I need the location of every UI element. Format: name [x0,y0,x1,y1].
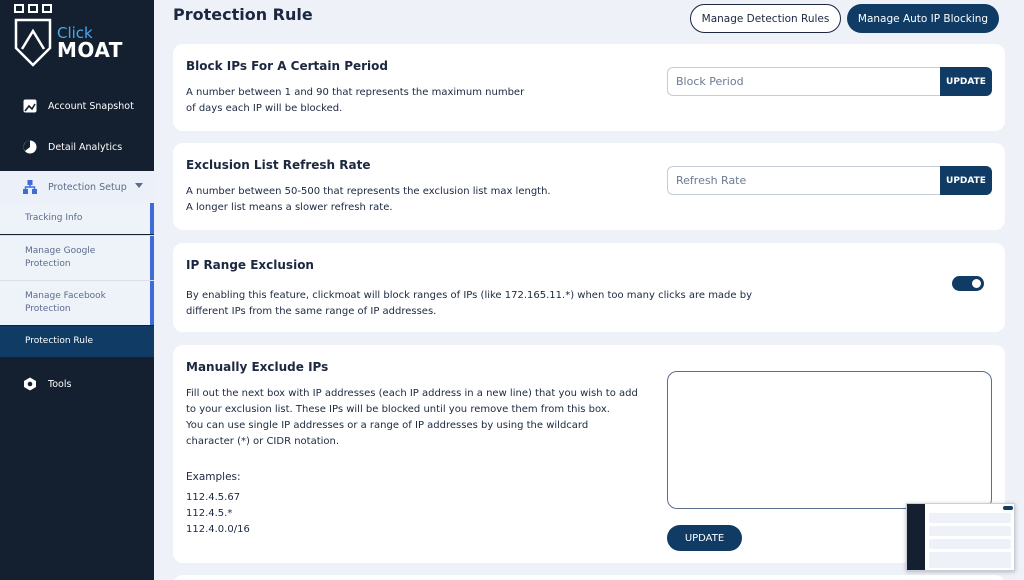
sidebar-item-account-snapshot[interactable] [0,97,154,115]
logo-click-text: Click [57,24,93,42]
block-period-input[interactable] [667,67,940,96]
logo-squares-icon [14,4,52,13]
sidebar-item-label: Protection Setup [48,181,127,193]
sidebar-item-label: Tools [48,378,72,390]
clickmoat-logo[interactable] [14,4,124,66]
sidebar-item-protection-setup[interactable] [0,171,154,203]
manual-exclude-card [173,345,1005,563]
manage-auto-ip-blocking-button[interactable]: Manage Auto IP Blocking [847,4,999,33]
thumbnail-card [929,513,1011,523]
chart-icon [23,99,37,113]
card-description-line: A number between 1 and 90 that represents the maximum number [186,87,525,98]
card-description-line: You can use single IP addresses or a range of IP addresses by using the wildcard [186,420,589,431]
card-description [186,184,551,216]
network-icon [23,180,37,194]
block-period-card [173,44,1005,131]
example-ip: 112.4.5.* [186,508,233,519]
sidebar-item-label: Account Snapshot [48,100,134,112]
shield-logo-icon [14,18,52,68]
refresh-rate-input-group [667,166,992,195]
card-description-line: A longer list means a slower refresh rate. [186,202,393,213]
toggle-knob [972,279,981,288]
refresh-rate-input[interactable] [667,166,940,195]
hexagon-icon [23,377,37,391]
card-description [186,288,752,320]
exclude-ips-update-button[interactable]: UPDATE [667,525,742,551]
screenshot-thumbnail[interactable] [906,503,1015,571]
examples-label: Examples: [186,471,241,483]
page-title: Protection Rule [173,5,313,24]
logo-moat-text: MOAT [57,38,123,62]
refresh-rate-update-button[interactable]: UPDATE [940,166,992,195]
sidebar [0,0,154,580]
card-title: Exclusion List Refresh Rate [186,158,371,172]
card-title: IP Range Exclusion [186,258,314,272]
sidebar-subitem-protection-rule[interactable] [0,326,154,357]
sidebar-subitem-label: Protection Rule [25,336,93,346]
thumbnail-card [929,526,1011,536]
card-description-line: character (*) or CIDR notation. [186,436,340,447]
card-title: Manually Exclude IPs [186,360,329,374]
card-description-line: to your exclusion list. These IPs will be blocked until you remove them from this box. [186,404,610,415]
sidebar-subitem-label: Manage Google Protection [25,246,96,269]
examples-list [186,490,250,538]
card-description-line: Fill out the next box with IP addresses (each IP address in a new line) that you wish to add [186,388,638,399]
sidebar-subitem-google-protection[interactable] [0,236,154,280]
thumbnail-button [1003,506,1013,510]
sidebar-subitem-label: Tracking Info [25,213,83,223]
card-title: Block IPs For A Certain Period [186,59,388,73]
thumbnail-card [929,552,1011,568]
card-description-line: of days each IP will be blocked. [186,103,343,114]
thumbnail-card [929,539,1011,549]
caret-down-icon[interactable] [135,183,143,188]
example-ip: 112.4.5.67 [186,492,241,503]
pie-chart-icon [23,140,37,154]
card-description-line: A number between 50-500 that represents the exclusion list max length. [186,186,551,197]
card-description-line: different IPs from the same range of IP addresses. [186,306,437,317]
next-card [173,575,1005,580]
ip-range-exclusion-toggle[interactable] [952,276,984,291]
refresh-rate-card [173,143,1005,230]
sidebar-subitem-label: Manage Facebook Protection [25,291,106,314]
thumbnail-sidebar [907,504,925,571]
sidebar-item-label: Detail Analytics [48,141,123,153]
sidebar-item-detail-analytics[interactable] [0,138,154,156]
card-description-line: By enabling this feature, clickmoat will block ranges of IPs (like 172.165.11.*) when too many clicks are made by [186,290,753,301]
sidebar-item-tools[interactable] [0,375,154,393]
ip-range-exclusion-card [173,243,1005,332]
exclude-ips-textarea[interactable] [667,371,992,509]
card-description [186,85,524,117]
sidebar-subitem-facebook-protection[interactable] [0,281,154,325]
manage-detection-rules-button[interactable]: Manage Detection Rules [690,4,841,33]
example-ip: 112.4.0.0/16 [186,524,250,535]
block-period-input-group [667,67,992,96]
sidebar-subitem-tracking-info[interactable] [0,203,154,234]
card-description [186,386,638,450]
block-period-update-button[interactable]: UPDATE [940,67,992,96]
